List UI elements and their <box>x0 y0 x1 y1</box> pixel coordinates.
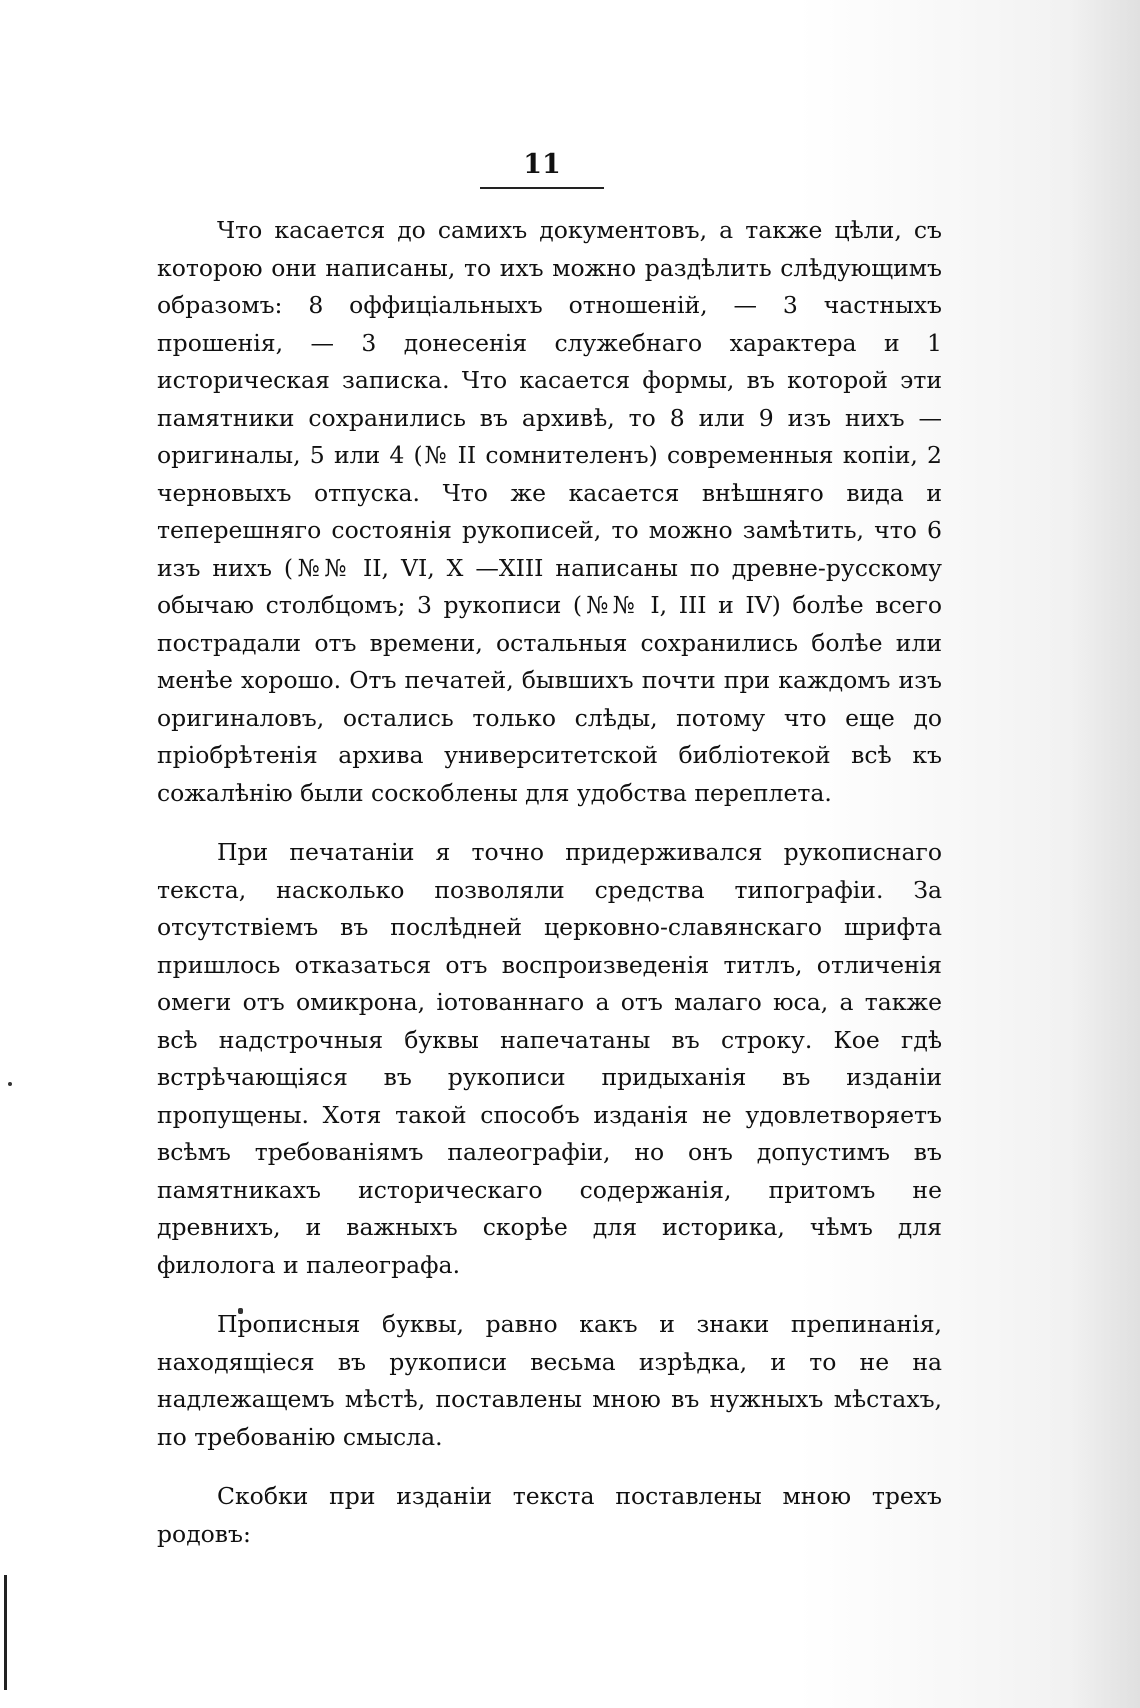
paragraph-text: Скобки при изданіи текста поставлены мною трехъ родовъ: <box>157 1482 942 1548</box>
paragraph-text: Прописныя буквы, равно какъ и знаки препинанія, находящіеся въ рукописи весьма изрѣдка, и то не на надлежащемъ мѣстѣ, поставлены мною въ нужныхъ мѣстахъ, по требованію смысла. <box>157 1310 942 1451</box>
paragraph-text: Что касается до самихъ документовъ, а <box>217 216 746 244</box>
paragraph-printing <box>157 834 942 1284</box>
body-text <box>157 212 942 1575</box>
paragraph-text-faded: также цѣли, съ которою они написаны, то ихъ можно раздѣлить слѣдующимъ образомъ: 8 оффиціальныхъ отношеній, — 3 частныхъ прошенія, — 3 донесенія служебнаго характера и 1 историческая записка. Что касается формы, въ которой эти памятники сохранились въ архивѣ, то 8 или 9 изъ нихъ — оригиналы, 5 или 4 (№ II сомнителенъ) современныя копіи, 2 черновыхъ отпуска. Что же касается внѣшняго вида и теперешняго состоянія рукописей, то можно замѣтить, что 6 изъ нихъ (№№ II, VI, X —XIII написаны по древне-русскому обычаю столбцомъ; 3 рукописи (№№ I, III и IV) болѣе всего пострадали отъ времени, остальныя сохранились болѣе или менѣе хорошо. Отъ печатей, бывшихъ почти при каждомъ изъ оригиналовъ, остались только слѣды, потому что еще до пріобрѣтенія архива университетской библіотекой всѣ къ сожалѣнію были соскоблены для удобства переплета. <box>157 216 942 807</box>
paragraph-brackets <box>157 1478 942 1553</box>
binding-mark <box>4 1575 7 1690</box>
page-edge-shadow <box>1070 0 1140 1708</box>
paragraph-text: При печатаніи я точно придерживался рукописнаго текста, насколько позволяли средства типографіи. За отсутствіемъ въ послѣдней церковно-славянскаго шрифта пришлось отказаться отъ воспроизведенія титлъ, отличенія омеги отъ омикрона, іотованнаго а отъ малаго юса, а также всѣ надстрочныя буквы напечатаны въ строку. Кое гдѣ встрѣчающіяся въ рукописи придыханія въ изданіи пропущены. Хотя такой способъ изданія не удовлетворяетъ всѣмъ требованіямъ палеографіи, но онъ допустимъ въ памятникахъ историческаго содержанія, притомъ не древнихъ, и важныхъ скорѣе для историка, чѣмъ для филолога и палеографа. <box>157 838 942 1279</box>
paragraph-capitals <box>157 1306 942 1456</box>
page-number: 11 <box>480 148 604 189</box>
paragraph-documents <box>157 212 942 812</box>
ink-speck <box>8 1082 12 1086</box>
